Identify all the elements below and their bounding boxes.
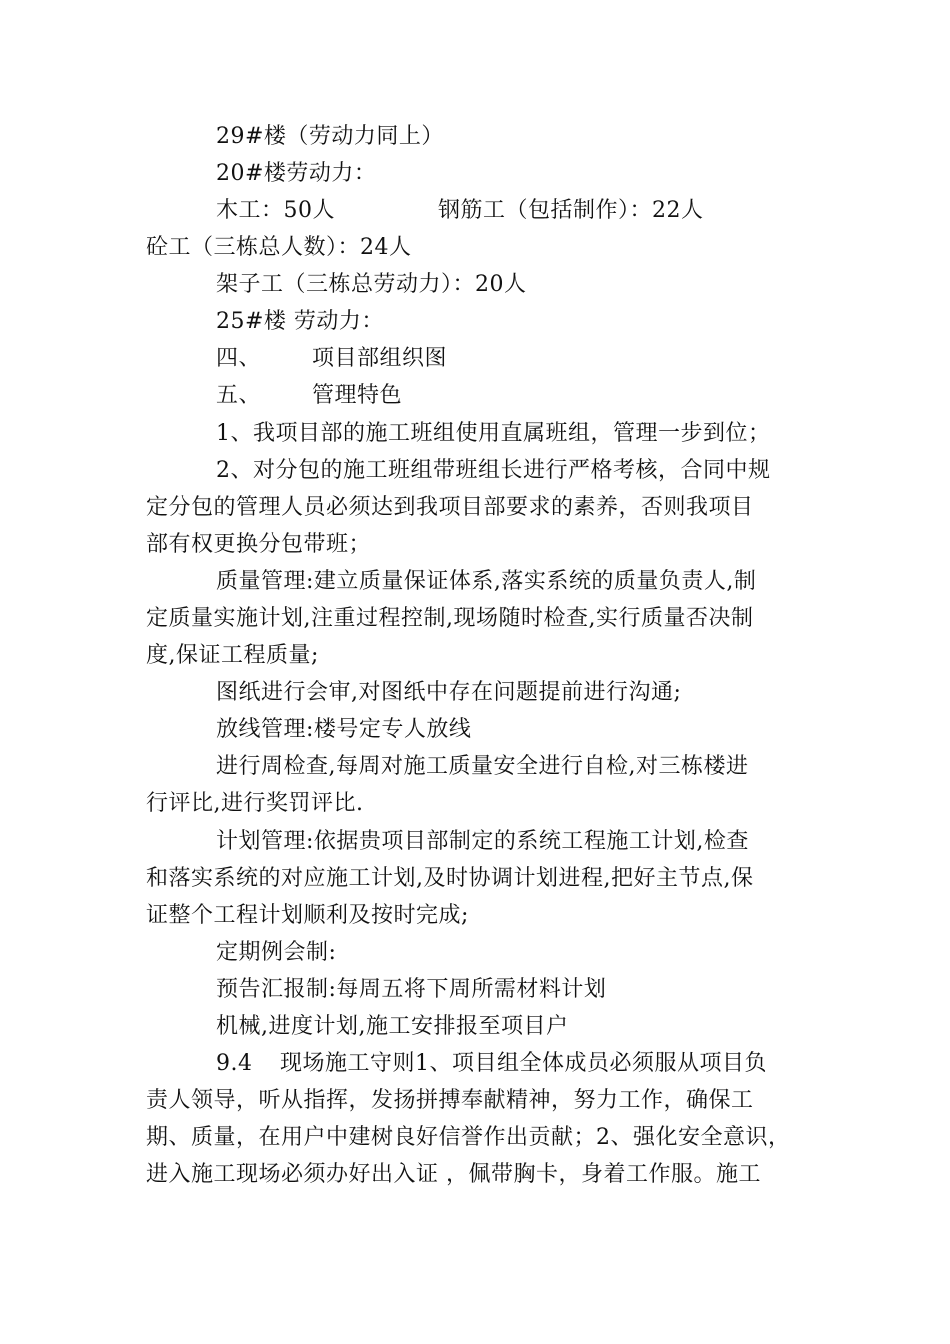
section-number-five: 五、: [216, 383, 262, 408]
text-line-rules-3: 期、质量，在用户中建树良好信誉作出贡献；2、强化安全意识，: [146, 1125, 791, 1150]
text-line-report-2: 机械,进度计划,施工安排报至项目户: [216, 1014, 569, 1039]
section-number-9-4: 9.4: [216, 1051, 253, 1076]
text-line-drawing-review: 图纸进行会审,对图纸中存在问题提前进行沟通;: [216, 680, 682, 705]
text-line-scaffolder: 架子工（三栋总劳动力）：20人: [216, 272, 527, 297]
text-line-report-1: 预告汇报制:每周五将下周所需材料计划: [216, 977, 607, 1002]
text-line-rules-1: 现场施工守则1、项目组全体成员必须服从项目负: [280, 1051, 767, 1076]
text-line-29-building: 29#楼（劳动力同上）: [216, 124, 444, 149]
text-line-quality-2: 定质量实施计划,注重过程控制,现场随时检查,实行质量否决制: [146, 606, 754, 631]
section-title-org-chart: 项目部组织图: [312, 346, 448, 371]
text-line-carpenter: 木工：50人: [216, 198, 335, 223]
text-line-20-building-labor: 20#楼劳动力：: [216, 161, 377, 186]
text-line-subcontract-2: 定分包的管理人员必须达到我项目部要求的素养，否则我项目: [146, 495, 754, 520]
text-line-subcontract-1: 2、对分包的施工班组带班组长进行严格考核，合同中规: [216, 458, 771, 483]
text-line-direct-teams: 1、我项目部的施工班组使用直属班组，管理一步到位；: [216, 421, 771, 446]
text-line-subcontract-3: 部有权更换分包带班；: [146, 532, 372, 557]
text-line-25-building-labor: 25#楼 劳动力：: [216, 309, 384, 334]
text-line-rules-4: 进入施工现场必须办好出入证 ，佩带胸卡，身着工作服。施工: [146, 1162, 761, 1187]
section-number-four: 四、: [216, 346, 262, 371]
text-line-weekly-check-2: 行评比,进行奖罚评比.: [146, 791, 364, 816]
text-line-rebar-worker: 钢筋工（包括制作）：22人: [438, 198, 704, 223]
text-line-plan-1: 计划管理:依据贵项目部制定的系统工程施工计划,检查: [216, 829, 749, 854]
text-line-concrete-worker: 砼工（三栋总人数）：24人: [146, 235, 412, 260]
text-line-plan-2: 和落实系统的对应施工计划,及时协调计划进程,把好主节点,保: [146, 866, 754, 891]
text-line-plan-3: 证整个工程计划顺利及按时完成;: [146, 903, 469, 928]
text-line-rules-2: 责人领导，听从指挥，发扬拼搏奉献精神，努力工作，确保工: [146, 1088, 754, 1113]
section-title-management: 管理特色: [312, 383, 403, 408]
text-line-setout: 放线管理:楼号定专人放线: [216, 717, 472, 742]
text-line-quality-3: 度,保证工程质量;: [146, 643, 319, 668]
text-line-weekly-check-1: 进行周检查,每周对施工质量安全进行自检,对三栋楼进: [216, 754, 749, 779]
text-line-meeting: 定期例会制:: [216, 940, 337, 965]
text-line-quality-1: 质量管理:建立质量保证体系,落实系统的质量负责人,制: [216, 569, 757, 594]
